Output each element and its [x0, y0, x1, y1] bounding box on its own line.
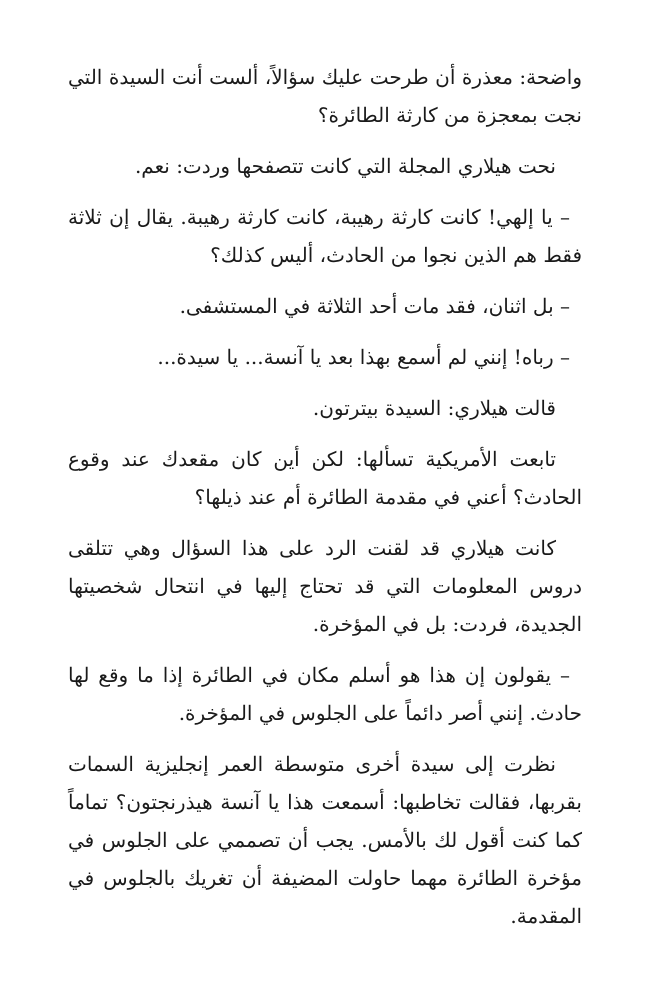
paragraph-5: – رباه! إنني لم أسمع بهذا بعد يا آنسة... يا سيدة...: [157, 345, 570, 369]
book-page: [68, 58, 582, 948]
paragraph-10: نظرت إلى سيدة أخرى متوسطة العمر إنجليزية السمات بقربها، فقالت تخاطبها: أسمعت هذا يا آنسة هيذرنجتون؟ تماماً كما كنت أقول لك بالأمس. يجب أن تصممي على الجلوس في مؤخرة الطائرة مهما حاولت المضيفة أن تغريك بالجلوس في المقدمة.: [68, 752, 582, 928]
paragraph-2: نحت هيلاري المجلة التي كانت تتصفحها وردت: نعم.: [134, 154, 556, 178]
paragraph-8: كانت هيلاري قد لقنت الرد على هذا السؤال وهي تتلقى دروس المعلومات التي قد تحتاج إليها في انتحال شخصيتها الجديدة، فردت: بل في المؤخرة.: [68, 536, 582, 636]
paragraph-7: تابعت الأمريكية تسألها: لكن أين كان مقعدك عند وقوع الحادث؟ أعني في مقدمة الطائرة أم عند ذيلها؟: [68, 447, 582, 509]
paragraph-9: – يقولون إن هذا هو أسلم مكان في الطائرة إذا ما وقع لها حادث. إنني أصر دائماً على الجلوس في المؤخرة.: [68, 663, 582, 725]
paragraph-6: قالت هيلاري: السيدة بيترتون.: [312, 396, 556, 420]
paragraph-3: – يا إلهي! كانت كارثة رهيبة، كانت كارثة رهيبة. يقال إن ثلاثة فقط هم الذين نجوا من الحادث، أليس كذلك؟: [68, 205, 582, 267]
paragraph-4: – بل اثنان، فقد مات أحد الثلاثة في المستشفى.: [179, 294, 570, 318]
paragraph-1: واضحة: معذرة أن طرحت عليك سؤالاً، ألست أنت السيدة التي نجت بمعجزة من كارثة الطائرة؟: [68, 65, 582, 127]
